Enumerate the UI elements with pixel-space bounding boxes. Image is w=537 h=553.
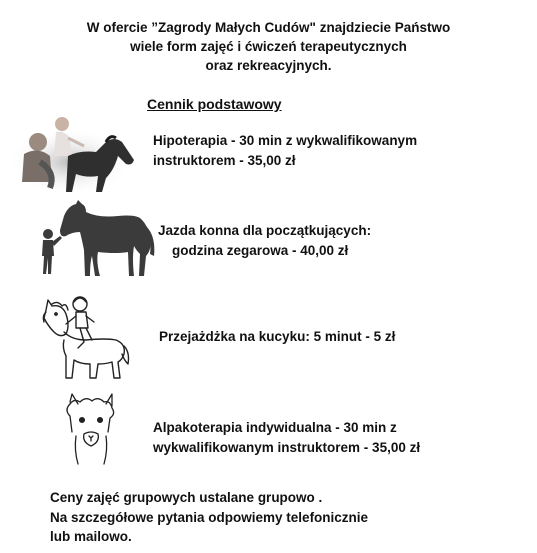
alpaca-icon (60, 392, 120, 466)
intro-line-3: oraz rekreacyjnych. (205, 58, 332, 73)
item-line: godzina zegarowa - 40,00 zł (172, 243, 349, 258)
item-line: instruktorem - 35,00 zł (153, 153, 296, 168)
child-on-pony-icon (36, 292, 132, 382)
item-line: Przejażdżka na kucyku: 5 minut - 5 zł (159, 329, 396, 344)
footer-line-3: lub mailowo. (50, 529, 132, 544)
horse-silhouette-icon (38, 196, 158, 278)
item-line: Jazda konna dla początkujących: (158, 223, 372, 238)
pricelist-item-alpaca-therapy (153, 418, 420, 458)
item-line: Hipoterapia - 30 min z wykwalifikowanym (153, 133, 418, 148)
pricelist-item-riding-lessons (158, 221, 371, 261)
footer-line-1: Ceny zajęć grupowych ustalane grupowo . (50, 490, 323, 505)
item-line: wykwalifikowanym instruktorem - 35,00 zł (153, 440, 421, 455)
intro-text (0, 18, 537, 75)
pricelist-item-hippotherapy (153, 131, 417, 171)
hippotherapy-photo-icon (10, 112, 138, 194)
pricelist-heading: Cennik podstawowy (147, 96, 282, 112)
footer-note (50, 488, 368, 547)
intro-line-1: W ofercie ”Zagrody Małych Cudów" znajdziecie Państwo (86, 20, 451, 35)
item-line: Alpakoterapia indywidualna - 30 min z (153, 420, 397, 435)
footer-line-2: Na szczegółowe pytania odpowiemy telefonicznie (50, 509, 369, 525)
pricelist-item-pony-ride (159, 327, 395, 347)
intro-line-2: wiele form zajęć i ćwiczeń terapeutycznych (130, 39, 407, 54)
